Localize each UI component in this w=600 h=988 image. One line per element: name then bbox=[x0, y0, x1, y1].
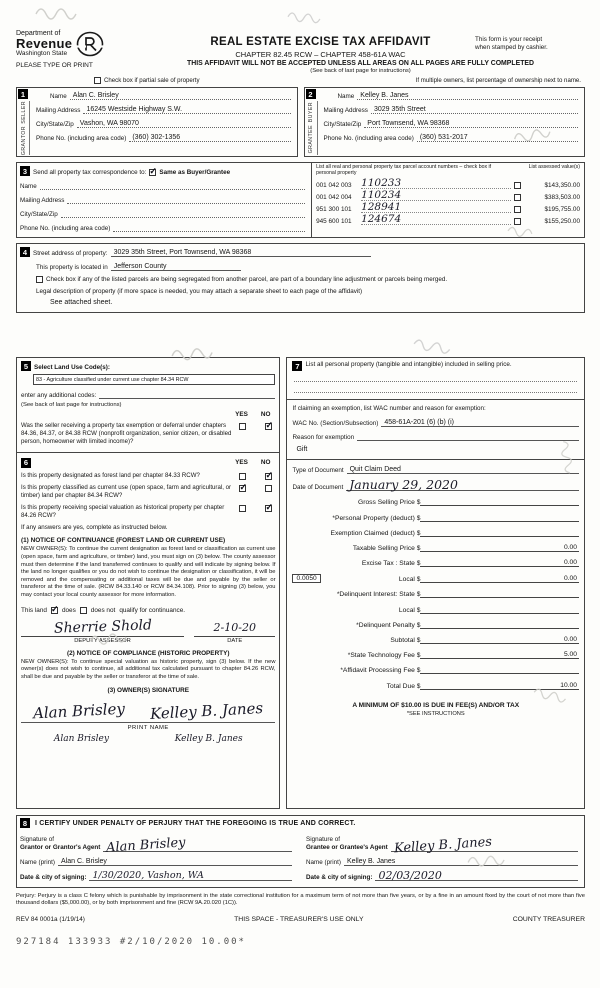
warning-text: THIS AFFIDAVIT WILL NOT BE ACCEPTED UNLESS ALL AREAS ON ALL PAGES ARE FULLY COMPLETED bbox=[187, 60, 534, 67]
section-3-badge: 3 bbox=[20, 166, 30, 176]
middle-columns bbox=[16, 357, 585, 809]
grantee-sig-label-line1: Signature of bbox=[306, 836, 340, 843]
fee-line bbox=[292, 606, 579, 614]
grantor-sig-label-line2: Grantor or Grantor's Agent bbox=[20, 843, 101, 851]
tax-correspondence-section bbox=[16, 162, 585, 238]
receipt-note bbox=[475, 30, 585, 52]
certify-text: I CERTIFY UNDER PENALTY OF PERJURY THAT THE FOREGOING IS TRUE AND CORRECT. bbox=[35, 819, 356, 827]
personal-property-blank-line bbox=[294, 371, 577, 382]
fee-value: 0.00 bbox=[420, 559, 579, 567]
warning-block bbox=[136, 60, 585, 74]
fee-label: Total Due $ bbox=[386, 682, 421, 690]
seller-csz-value: Vashon, WA 98070 bbox=[79, 120, 139, 127]
fee-value bbox=[420, 529, 579, 537]
parcel-handwritten-number: 124674 bbox=[361, 215, 511, 225]
reason-value-row bbox=[292, 446, 579, 453]
street-address-label: Street address of property: bbox=[33, 250, 108, 257]
buyer-address-value: 3029 35th Street bbox=[373, 106, 426, 113]
local-rate-box: 0.0050 bbox=[292, 574, 320, 583]
section-7-badge: 7 bbox=[292, 361, 302, 371]
current-use-yes-checkbox[interactable] bbox=[239, 485, 246, 492]
continuance-suffix: qualify for continuance. bbox=[119, 606, 186, 614]
land-use-section bbox=[16, 357, 280, 453]
fee-label: Subtotal $ bbox=[390, 637, 421, 645]
owner1-print-name: Alan Brisley bbox=[53, 734, 109, 745]
dor-logo-text bbox=[16, 30, 72, 58]
treasurer-space-label: THIS SPACE - TREASURER'S USE ONLY bbox=[234, 916, 364, 924]
notice-compliance-title: (2) NOTICE OF COMPLIANCE (HISTORIC PROPERTY) bbox=[66, 649, 230, 657]
grantee-date-field bbox=[306, 868, 578, 882]
form-title: REAL ESTATE EXCISE TAX AFFIDAVIT bbox=[210, 36, 431, 48]
grantor-name-label: Name (print) bbox=[20, 858, 55, 866]
correspondence-name-field bbox=[20, 181, 305, 190]
fee-label: Gross Selling Price $ bbox=[358, 499, 421, 507]
notice-compliance-body: NEW OWNER(S): To continue special valuation as historic property, sign (3) below. If the new owner(s) does not wish to continue, all additional tax calculated pursuant to chapter 84.26 RCW, shall be due and payable by the seller or transferor at the time of sale. bbox=[21, 658, 276, 680]
partial-sale-row bbox=[94, 77, 585, 84]
grantor-name-value: Alan C. Brisley bbox=[61, 857, 107, 865]
personal-property-checkbox[interactable] bbox=[514, 218, 521, 225]
seller-address-label: Mailing Address bbox=[36, 107, 81, 114]
fee-value bbox=[420, 606, 579, 614]
doc-type-value: Quit Claim Deed bbox=[349, 466, 401, 474]
no-label: NO bbox=[260, 411, 271, 418]
exemption-question: Was the seller receiving a property tax exemption or deferral under chapters 84.36, 84.37, or 84.38 RCW (nonprofit organization, senior citizen, or disabled person, homeowner with limited income)? bbox=[21, 422, 232, 445]
county-treasurer-label: COUNTY TREASURER bbox=[512, 916, 585, 924]
grantor-date-label: Date & city of signing: bbox=[20, 873, 87, 881]
seller-name-value: Alan C. Brisley bbox=[72, 92, 119, 99]
fee-line bbox=[292, 574, 579, 583]
buyer-name-field bbox=[324, 91, 579, 100]
fee-line bbox=[292, 514, 579, 522]
does-not-qualify-checkbox[interactable] bbox=[80, 607, 87, 614]
deputy-labels-row bbox=[21, 638, 275, 644]
correspondence-phone-field bbox=[20, 223, 305, 232]
section-divider bbox=[287, 459, 584, 460]
does-not-label: does not bbox=[90, 606, 116, 614]
grantor-signature: Alan Brisley bbox=[105, 834, 187, 856]
buyer-name-label: Name bbox=[337, 93, 355, 100]
buyer-address-label: Mailing Address bbox=[323, 107, 368, 114]
certification-header bbox=[20, 818, 578, 828]
personal-property-row bbox=[292, 361, 579, 371]
legal-description-row bbox=[36, 288, 578, 295]
segregated-checkbox[interactable] bbox=[36, 276, 43, 283]
personal-property-checkbox[interactable] bbox=[514, 182, 521, 189]
parcel-list bbox=[312, 163, 584, 237]
send-correspondence-label: Send all property tax correspondence to: bbox=[33, 169, 147, 176]
current-use-question: Is this property classified as current use (open space, farm and agricultural, or timber) land per chapter 84.34 RCW? bbox=[21, 483, 231, 499]
parcel-row bbox=[316, 176, 580, 189]
assessed-value: $195,755.00 bbox=[544, 205, 580, 213]
revenue-label: Revenue bbox=[16, 36, 73, 52]
historic-question-row bbox=[21, 504, 275, 520]
seller-role-line2: GRANTOR bbox=[20, 126, 27, 156]
fee-line bbox=[292, 621, 579, 629]
located-in-value: Jefferson County bbox=[113, 263, 167, 270]
buyer-csz-value: Port Townsend, WA 98368 bbox=[367, 120, 450, 127]
grantee-name-label: Name (print) bbox=[306, 858, 341, 866]
deputy-assessor-label: DEPUTY ASSESSOR bbox=[74, 637, 131, 644]
land-use-title: Select Land Use Code(s): bbox=[34, 364, 110, 371]
grantee-date-value: 02/03/2020 bbox=[378, 868, 442, 882]
fee-value bbox=[420, 590, 579, 598]
correspondence-csz-field bbox=[20, 209, 305, 218]
fee-value: 5.00 bbox=[420, 651, 579, 659]
section-2-badge: 2 bbox=[306, 89, 316, 99]
section-6-badge: 6 bbox=[21, 458, 31, 468]
street-address-value: 3029 35th Street, Port Townsend, WA 98368 bbox=[113, 249, 252, 256]
correspondence-address-field bbox=[20, 195, 305, 204]
seller-role-line1: SELLER bbox=[20, 100, 27, 124]
continuance-prefix: This land bbox=[21, 606, 47, 614]
seller-csz-label: City/State/Zip bbox=[36, 121, 74, 128]
seller-phone-label: Phone No. (including area code) bbox=[36, 135, 127, 142]
fee-line bbox=[292, 666, 579, 674]
parcel-list-headers bbox=[316, 165, 580, 177]
fee-value: 0.00 bbox=[420, 575, 579, 583]
perjury-notice: Perjury: Perjury is a class C felony which is punishable by imprisonment in the state correctional institution for a maximum term of not more than five years, or by a fine in an amount fixed by the court of not more than five thousand dollars ($5,000.00), or by both imprisonment and fine (RCW 9A.20.020 (1C)). bbox=[16, 892, 585, 907]
fee-label: Local $ bbox=[398, 576, 421, 584]
title-block bbox=[166, 30, 475, 59]
certification-section bbox=[16, 815, 585, 888]
personal-property-checkbox[interactable] bbox=[514, 206, 521, 213]
dor-logo bbox=[16, 30, 166, 58]
parcel-row bbox=[316, 188, 580, 201]
historic-yes-checkbox[interactable] bbox=[239, 505, 246, 512]
personal-property-label: List all personal property (tangible and intangible) included in selling price. bbox=[305, 361, 512, 368]
same-as-buyer-checkbox[interactable] bbox=[149, 169, 156, 176]
section-5-badge: 5 bbox=[21, 361, 31, 371]
footer-row bbox=[16, 916, 585, 923]
fee-line bbox=[292, 636, 579, 644]
grantee-certification bbox=[306, 831, 578, 881]
partial-sale-checkbox[interactable] bbox=[94, 77, 101, 84]
fee-label: *Delinquent Interest: State $ bbox=[336, 591, 421, 599]
property-location-section bbox=[16, 243, 585, 313]
correspondence-left bbox=[17, 163, 312, 237]
assessed-values-header: List assessed value(s) bbox=[528, 164, 580, 170]
parcel-handwritten-number: 110233 bbox=[361, 179, 511, 189]
parcel-row bbox=[316, 200, 580, 213]
seller-phone-value: (360) 302-1356 bbox=[132, 134, 181, 141]
fee-line bbox=[292, 544, 579, 552]
section-4-badge: 4 bbox=[20, 247, 30, 257]
legal-description-value: See attached sheet. bbox=[50, 299, 113, 306]
fee-line bbox=[292, 590, 579, 598]
does-qualify-checkbox[interactable] bbox=[51, 607, 58, 614]
wac-value: 458-61A-201 (6) (b) (i) bbox=[384, 419, 454, 427]
exemption-claim-label: If claiming an exemption, list WAC number and reason for exemption: bbox=[292, 405, 486, 412]
personal-property-checkbox[interactable] bbox=[514, 194, 521, 201]
forest-land-yes-checkbox[interactable] bbox=[239, 473, 246, 480]
washington-state-label: Washington State bbox=[16, 50, 68, 58]
parcel-number: 945 600 101 bbox=[316, 217, 352, 225]
doc-date-value: January 29, 2020 bbox=[349, 477, 458, 493]
historic-no-checkbox[interactable] bbox=[265, 505, 272, 512]
owners-signature-title: (3) OWNER(S) SIGNATURE bbox=[107, 687, 190, 695]
same-as-buyer-label: Same as Buyer/Grantee bbox=[159, 169, 231, 176]
section-divider bbox=[287, 399, 584, 400]
land-use-code-value: 83 - Agriculture classified under current use chapter 84.34 RCW bbox=[36, 376, 189, 383]
doc-type-label: Type of Document bbox=[292, 467, 344, 475]
left-column bbox=[16, 357, 280, 809]
seller-side-label bbox=[18, 101, 30, 155]
historic-question: Is this property receiving special valuation as historical property per chapter 84.26 RCW? bbox=[21, 503, 225, 519]
correspondence-csz-label: City/State/Zip bbox=[20, 211, 58, 218]
parties-row bbox=[16, 87, 585, 157]
fee-line bbox=[292, 498, 579, 506]
wac-field bbox=[292, 418, 579, 427]
reason-value: Gift bbox=[296, 446, 308, 454]
notice-continuance-body: NEW OWNER(S): To continue the current designation as forest land or classification as current use (open space, farm and agriculture, or timber) land, you must sign on (3) below. The county assessor must then determine if the land transferred continues to qualify and will indicate by signing below. If the land no longer qualifies or you do not wish to continue the designation or classification, it will be removed and the compensating or additional taxes will be due and payable by the seller or transferor at the time of sale. (RCW 84.33.140 or RCW 84.34.108). Prior to signing (3) below, you may contact your local county assessor for more information. bbox=[21, 546, 276, 598]
doc-date-label: Date of Document bbox=[292, 484, 344, 492]
assessed-value: $383,503.00 bbox=[544, 193, 580, 201]
partial-sale-label: Check box if partial sale of property bbox=[104, 77, 200, 84]
forest-land-question: Is this property designated as forest land per chapter 84.33 RCW? bbox=[21, 471, 200, 479]
form-chapter: CHAPTER 82.45 RCW – CHAPTER 458-61A WAC bbox=[235, 50, 406, 59]
header bbox=[16, 30, 585, 59]
yes-no-header bbox=[21, 411, 275, 418]
fee-label: Taxable Selling Price $ bbox=[352, 544, 421, 552]
grantor-date-value: 1/30/2020, Vashon, WA bbox=[92, 869, 204, 881]
scribble-mark bbox=[34, 4, 80, 20]
reason-field bbox=[292, 432, 579, 441]
fee-value: 0.00 bbox=[420, 544, 579, 552]
fee-label: Local $ bbox=[398, 606, 421, 614]
grantor-date-field bbox=[20, 871, 292, 881]
seller-phone-field bbox=[36, 133, 291, 142]
correspondence-phone-label: Phone No. (including area code) bbox=[20, 225, 111, 232]
land-use-see-back-note: (See back of last page for instructions) bbox=[21, 402, 122, 408]
assessed-value: $143,350.00 bbox=[544, 181, 580, 189]
see-instructions-note: *SEE INSTRUCTIONS bbox=[406, 710, 465, 717]
fee-label: *Personal Property (deduct) $ bbox=[332, 514, 421, 522]
buyer-csz-label: City/State/Zip bbox=[323, 121, 362, 128]
tax-computation-section bbox=[286, 357, 585, 809]
notice-continuance-title: (1) NOTICE OF CONTINUANCE (FOREST LAND OR CURRENT USE) bbox=[21, 537, 226, 545]
grantee-signature-field bbox=[306, 834, 578, 857]
fee-value bbox=[420, 514, 579, 522]
fee-label: *Affidavit Processing Fee $ bbox=[340, 667, 421, 675]
segregated-row bbox=[36, 276, 578, 283]
grantor-signature-field bbox=[20, 834, 292, 856]
print-names-row bbox=[21, 734, 275, 744]
fee-value bbox=[420, 498, 579, 506]
parcel-handwritten-number: 110234 bbox=[361, 191, 511, 201]
grantee-name-field bbox=[306, 857, 578, 866]
please-type-label: PLEASE TYPE OR PRINT bbox=[16, 62, 93, 69]
exemption-question-row bbox=[21, 422, 275, 446]
located-in-label: This property is located in bbox=[36, 264, 108, 271]
buyer-phone-field bbox=[324, 133, 579, 142]
assessed-value: $155,250.00 bbox=[544, 217, 580, 225]
grantee-name-value: Kelley B. Janes bbox=[347, 857, 396, 865]
deputy-assessor-row bbox=[21, 618, 275, 637]
parcel-number: 001 042 003 bbox=[316, 181, 352, 189]
classification-section bbox=[16, 452, 280, 809]
buyer-role-line2: GRANTEE bbox=[308, 125, 314, 154]
fee-line bbox=[292, 682, 579, 690]
no-label: NO bbox=[260, 459, 271, 467]
correspondence-name-label: Name bbox=[20, 183, 37, 190]
legal-description-label: Legal description of property (if more space is needed, you may attach a separate sheet to each page of the affidavit) bbox=[36, 288, 363, 295]
buyer-csz-field bbox=[324, 119, 579, 128]
owners-signature-row bbox=[21, 699, 275, 724]
fee-line bbox=[292, 559, 579, 567]
any-yes-note: If any answers are yes, complete as instructed below. bbox=[21, 524, 168, 532]
fee-value: 10.00 bbox=[420, 682, 579, 690]
forest-land-question-row bbox=[21, 472, 275, 480]
buyer-role-line1: BUYER bbox=[308, 102, 314, 123]
form-revision-number: REV 84 0001a (1/19/14) bbox=[16, 916, 85, 924]
grantor-name-field bbox=[20, 857, 292, 866]
receipt-note-line1: This form is your receipt bbox=[475, 36, 543, 43]
segregated-label: Check box if any of the listed parcels are being segregated from another parcel, are part of a boundary line adjustment or parcels being merged. bbox=[46, 276, 448, 283]
current-use-no-checkbox[interactable] bbox=[265, 485, 272, 492]
seller-csz-field bbox=[36, 119, 291, 128]
deputy-date-value: 2-10-20 bbox=[213, 620, 256, 634]
grantee-date-label: Date & city of signing: bbox=[306, 873, 373, 881]
owner1-signature: Alan Brisley bbox=[32, 699, 126, 723]
buyer-section bbox=[304, 87, 586, 157]
does-label: does bbox=[61, 606, 76, 614]
buyer-address-field bbox=[324, 105, 579, 114]
buyer-name-value: Kelley B. Janes bbox=[360, 92, 409, 99]
grantor-certification bbox=[20, 831, 292, 881]
fee-label: *Delinquent Penalty $ bbox=[356, 621, 421, 629]
see-back-note: (See back of last page for instructions) bbox=[310, 68, 411, 74]
parcel-number: 951 300 101 bbox=[316, 205, 352, 213]
additional-codes-field bbox=[21, 390, 275, 399]
street-address-field bbox=[20, 247, 578, 257]
receipt-note-line2: when stamped by cashier. bbox=[475, 43, 548, 51]
fee-value: 0.00 bbox=[420, 636, 579, 644]
seller-section bbox=[16, 87, 298, 157]
fee-label: Exemption Claimed (deduct) $ bbox=[330, 529, 421, 537]
type-warning-row bbox=[16, 60, 585, 74]
fee-label: *State Technology Fee $ bbox=[347, 652, 421, 660]
additional-codes-label: enter any additional codes: bbox=[21, 392, 97, 399]
deputy-assessor-signature: Sherrie Shold bbox=[53, 616, 152, 637]
exemption-no-checkbox[interactable] bbox=[265, 423, 272, 430]
buyer-phone-value: (360) 531-2017 bbox=[419, 134, 468, 141]
grantee-sig-label-line2: Grantee or Grantee's Agent bbox=[306, 843, 388, 851]
forest-land-no-checkbox[interactable] bbox=[265, 473, 272, 480]
personal-property-blank-line bbox=[294, 382, 577, 393]
print-name-label: PRINT NAME bbox=[127, 725, 169, 732]
exemption-yes-checkbox[interactable] bbox=[239, 423, 246, 430]
date-label: DATE bbox=[227, 637, 243, 644]
yes-label: YES bbox=[235, 411, 248, 418]
owner2-signature: Kelley B. Janes bbox=[149, 699, 264, 724]
multiple-owners-note: If multiple owners, list percentage of ownership next to name. bbox=[415, 77, 581, 84]
scribble-mark bbox=[286, 9, 327, 26]
fee-label: Excise Tax : State $ bbox=[361, 560, 421, 568]
scribble-mark bbox=[411, 335, 457, 358]
fee-line bbox=[292, 529, 579, 537]
located-in-field bbox=[36, 262, 578, 271]
fee-value bbox=[420, 666, 579, 674]
owner2-print-name: Kelley B. Janes bbox=[174, 734, 243, 745]
parcel-numbers-header: List all real and personal property tax parcel account numbers – check box if personal property bbox=[316, 164, 492, 176]
parcel-number: 001 042 004 bbox=[316, 193, 352, 201]
cashier-machine-stamp: 927184 133933 #2/10/2020 10.00* bbox=[16, 937, 246, 948]
dept-of-label: Department of bbox=[16, 30, 61, 38]
yes-label: YES bbox=[235, 459, 248, 467]
seller-name-label: Name bbox=[50, 93, 67, 100]
grantee-signature: Kelley B. Janes bbox=[393, 834, 493, 857]
classification-yes-no-header bbox=[21, 458, 275, 468]
doc-date-field bbox=[292, 479, 579, 491]
doc-type-field bbox=[292, 465, 579, 474]
buyer-phone-label: Phone No. (including area code) bbox=[323, 135, 414, 142]
correspondence-header-row bbox=[20, 166, 305, 176]
section-1-badge: 1 bbox=[18, 89, 28, 99]
reason-label: Reason for exemption bbox=[292, 434, 355, 442]
seller-address-field bbox=[36, 105, 291, 114]
section-8-badge: 8 bbox=[20, 818, 30, 828]
seller-address-value: 16245 Westside Highway S.W. bbox=[86, 106, 183, 113]
seller-name-field bbox=[36, 91, 291, 100]
correspondence-address-label: Mailing Address bbox=[20, 197, 65, 204]
minimum-due-note: A MINIMUM OF $10.00 IS DUE IN FEE(S) AND/OR TAX bbox=[352, 701, 520, 709]
parcel-row bbox=[316, 212, 580, 225]
grantor-sig-label-line1: Signature of bbox=[20, 836, 54, 843]
revenue-logo-icon bbox=[75, 30, 105, 58]
continuance-line bbox=[21, 607, 275, 614]
parcel-handwritten-number: 128941 bbox=[361, 203, 511, 213]
fee-line bbox=[292, 651, 579, 659]
land-use-title-row bbox=[21, 361, 275, 371]
buyer-side-label bbox=[306, 101, 318, 155]
fee-value bbox=[420, 621, 579, 629]
wac-label: WAC No. (Section/Subsection) bbox=[292, 420, 379, 428]
current-use-question-row bbox=[21, 484, 275, 500]
land-use-code-select[interactable] bbox=[33, 374, 275, 385]
